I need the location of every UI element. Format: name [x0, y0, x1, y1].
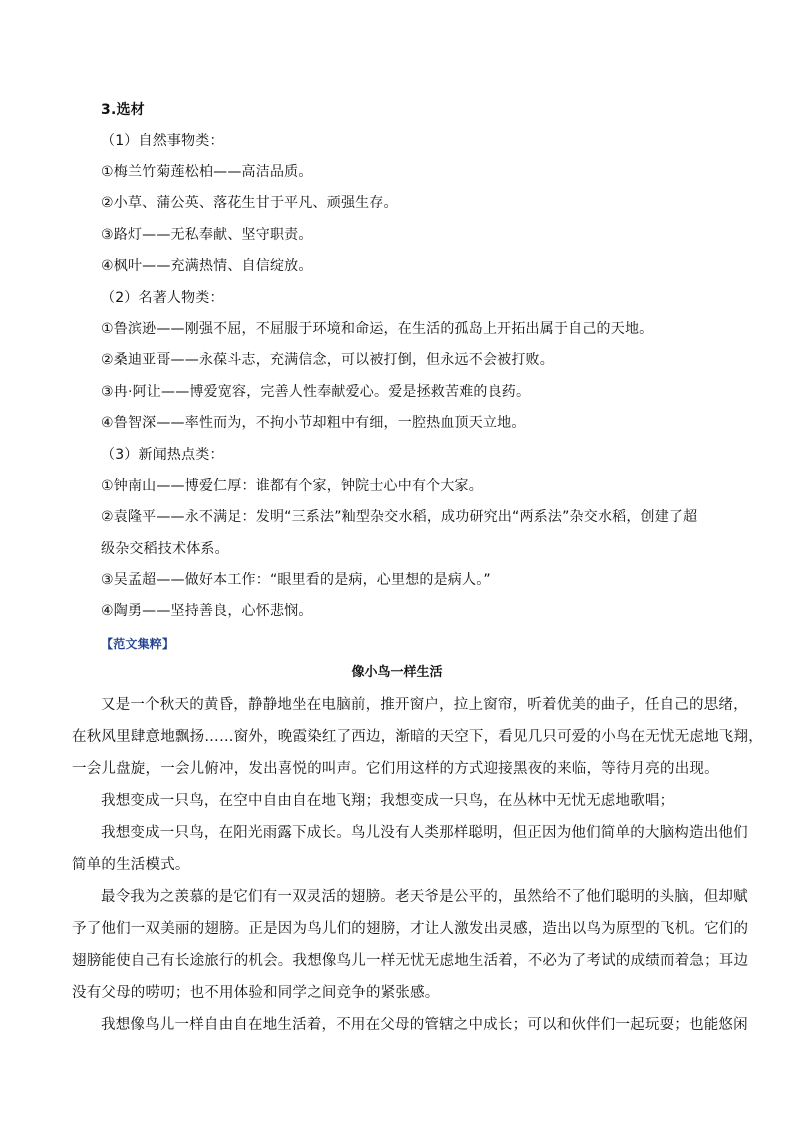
section-heading: 3.选材 — [101, 102, 145, 118]
category-label-news: （3）新闻热点类： — [101, 447, 224, 463]
list-item: ②袁隆平——永不满足：发明“三系法”籼型杂交水稻，成功研究出“两系法”杂交水稻，创建了超 — [101, 509, 698, 525]
essay-title: 像小鸟一样生活 — [351, 665, 443, 680]
list-item: ③冉·阿让——博爱宽容，完善人性奉献爱心。爱是拯救苦难的良药。 — [101, 384, 531, 400]
essay-line: 一会儿盘旋，一会儿俯冲，发出喜悦的叫声。它们用这样的方式迎接黑夜的来临，等待月亮的出现。 — [72, 761, 719, 777]
list-item: ③路灯——无私奉献、坚守职责。 — [101, 227, 313, 243]
list-item: ④鲁智深——率性而为，不拘小节却粗中有细，一腔热血顶天立地。 — [101, 415, 526, 431]
list-item: ④陶勇——坚持善良，心怀悲悯。 — [101, 603, 313, 619]
essay-line: 又是一个秋天的黄昏，静静地坐在电脑前，推开窗户，拉上窗帘，听着优美的曲子，任自己的思绪， — [101, 697, 748, 713]
essay-line: 我想变成一只鸟，在阳光雨露下成长。鸟儿没有人类那样聪明，但正因为他们简单的大脑构造出他们 — [101, 825, 748, 841]
list-item: ②小草、蒲公英、落花生甘于平凡、顽强生存。 — [101, 195, 398, 211]
essay-line: 在秋风里肆意地飘扬……窗外，晚霞染红了西边，渐暗的天空下，看见几只可爱的小鸟在无忧无虑地飞翔， — [72, 729, 763, 745]
essay-line: 予了他们一双美丽的翅膀。正是因为鸟儿们的翅膀，才让人激发出灵感，造出以鸟为原型的飞机。它们的 — [72, 921, 749, 937]
essay-section-label: 【范文集粹】 — [101, 637, 175, 651]
essay-line: 翅膀能使自己有长途旅行的机会。我想像鸟儿一样无忧无虑地生活着，不必为了考试的成绩而着急；耳边 — [72, 953, 749, 969]
essay-line: 我想像鸟儿一样自由自在地生活着，不用在父母的管辖之中成长；可以和伙伴们一起玩耍；也能悠闲 — [101, 1017, 748, 1033]
list-item: ①鲁滨逊——刚强不屈，不屈服于环境和命运，在生活的孤岛上开拓出属于自己的天地。 — [101, 321, 654, 337]
list-item: ④枫叶——充满热情、自信绽放。 — [101, 258, 313, 274]
category-label-nature: （1）自然事物类： — [101, 133, 224, 149]
category-label-figures: （2）名著人物类： — [101, 290, 224, 306]
list-item: ③吴孟超——做好本工作：“眼里看的是病，心里想的是病人。” — [101, 572, 491, 588]
essay-line: 没有父母的唠叨；也不用体验和同学之间竞争的紧张感。 — [72, 985, 440, 1001]
list-item: ②桑迪亚哥——永葆斗志，充满信念，可以被打倒，但永远不会被打败。 — [101, 352, 554, 368]
essay-line: 最令我为之羡慕的是它们有一双灵活的翅膀。老天爷是公平的，虽然给不了他们聪明的头脑，但却赋 — [101, 889, 748, 905]
list-item-continuation: 级杂交稻技术体系。 — [101, 541, 229, 557]
list-item: ①钟南山——博爱仁厚：谁都有个家，钟院士心中有个大家。 — [101, 478, 483, 494]
essay-line: 简单的生活模式。 — [72, 857, 190, 873]
essay-line: 我想变成一只鸟，在空中自由自在地飞翔；我想变成一只鸟，在丛林中无忧无虑地歌唱； — [101, 793, 675, 809]
list-item: ①梅兰竹菊莲松柏——高洁品质。 — [101, 164, 313, 180]
